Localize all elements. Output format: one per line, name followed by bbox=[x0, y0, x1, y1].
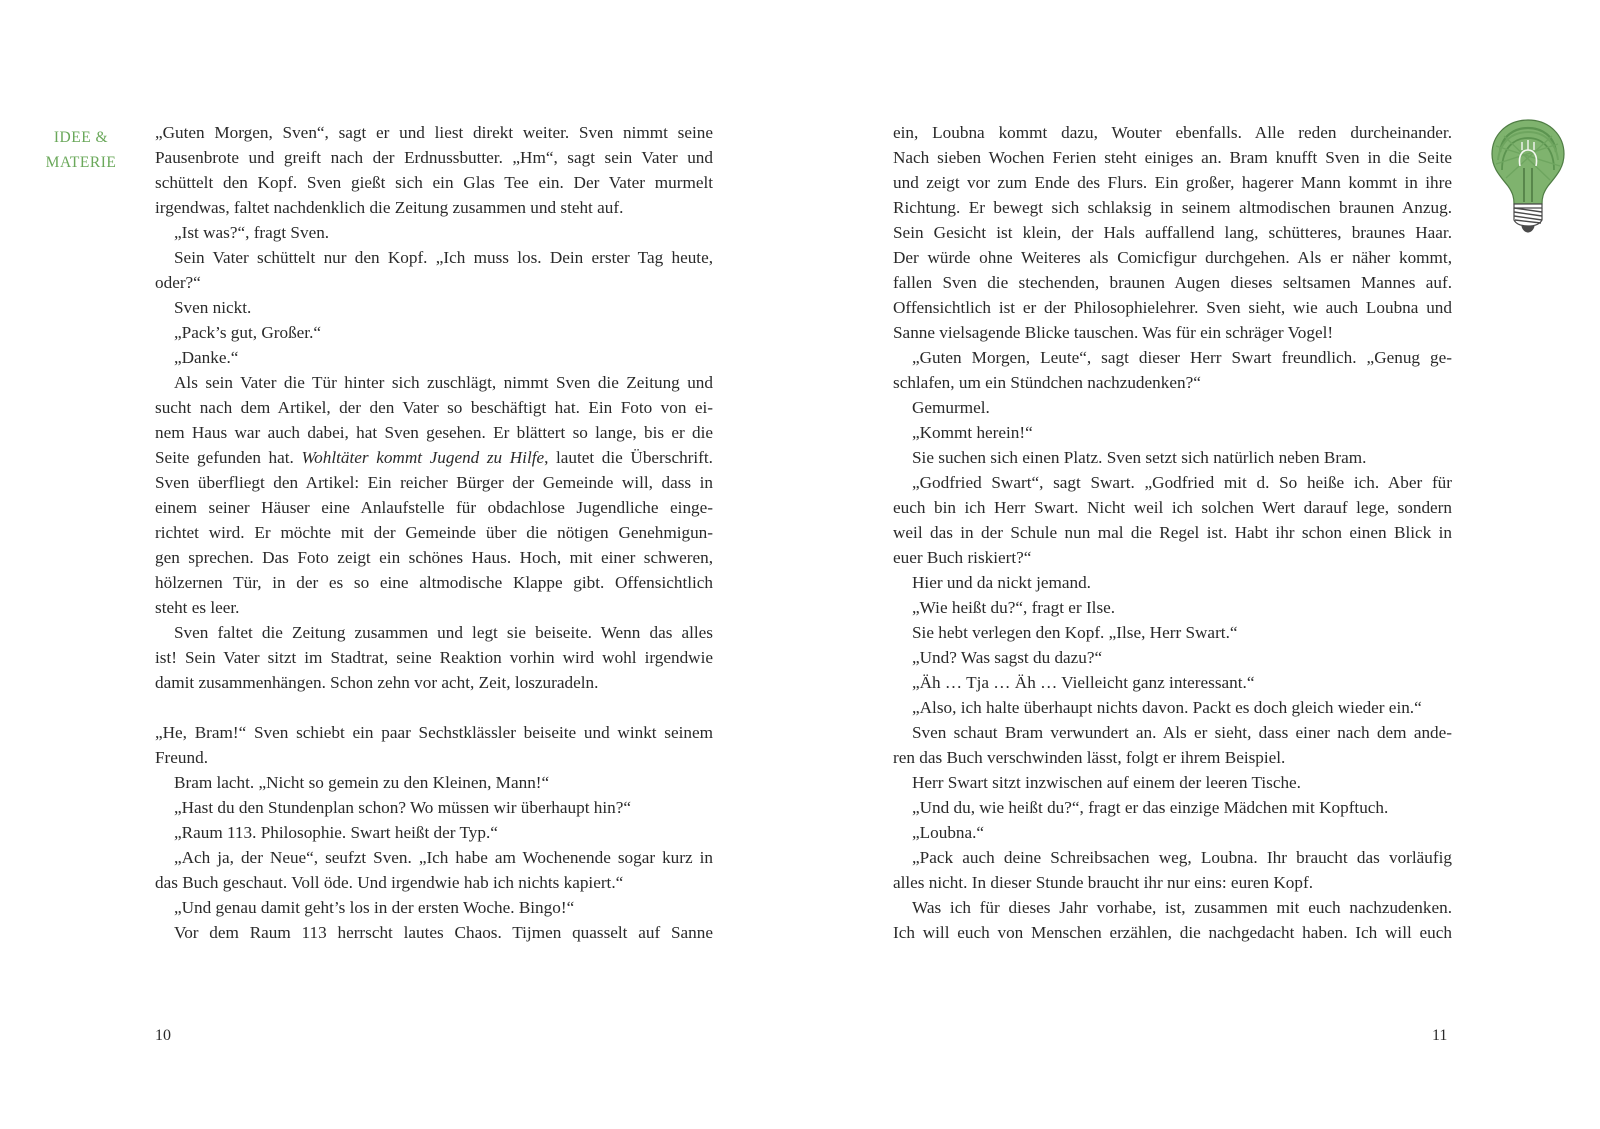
text-line: richtet wird. Er möchte mit der Gemeinde über die nötigen Genehmigun- bbox=[155, 523, 713, 542]
text-line: Pausenbrote und greift nach der Erdnussbutter. „Hm“, sagt sein Vater und bbox=[155, 148, 713, 167]
running-head-line-1: IDEE & bbox=[53, 129, 109, 146]
text-line: Nach sieben Wochen Ferien steht einiges an. Bram knufft Sven in die Seite bbox=[893, 148, 1452, 167]
text-line: Gemurmel. bbox=[912, 398, 990, 417]
text-line: schüttelt den Kopf. Sven gießt sich ein Glas Tee ein. Der Vater murmelt bbox=[155, 173, 713, 192]
text-line: steht es leer. bbox=[155, 598, 240, 617]
text-span: , lautet die Überschrift. bbox=[544, 448, 713, 467]
text-line: euer Buch riskiert?“ bbox=[893, 548, 1032, 567]
text-line: ein, Loubna kommt dazu, Wouter ebenfalls. Alle reden durcheinander. bbox=[893, 123, 1452, 142]
text-line: Sven schaut Bram verwundert an. Als er sieht, dass einer nach dem ande- bbox=[912, 723, 1452, 742]
text-line: „Und du, wie heißt du?“, fragt er das einzige Mädchen mit Kopftuch. bbox=[912, 798, 1389, 817]
right-page-body bbox=[893, 120, 1452, 945]
text-line: sucht nach dem Artikel, der den Vater so beschäftigt hat. Ein Foto von ei- bbox=[155, 398, 713, 417]
running-head-line-2: MATERIE bbox=[45, 154, 117, 171]
text-line: ren das Buch verschwinden lässt, folgt er ihrem Beispiel. bbox=[893, 748, 1286, 767]
lightbulb-icon bbox=[1488, 116, 1568, 236]
text-line: „Pack’s gut, Großer.“ bbox=[174, 323, 322, 342]
text-line: „Ach ja, der Neue“, seufzt Sven. „Ich habe am Wochenende sogar kurz in bbox=[174, 848, 713, 867]
text-line: „Guten Morgen, Sven“, sagt er und liest direkt weiter. Sven nimmt seine bbox=[155, 123, 713, 142]
text-line: Sein Gesicht ist klein, der Hals auffallend lang, schütteres, braunes Haar. bbox=[893, 223, 1452, 242]
text-line: nem Haus war auch dabei, hat Sven gesehen. Er blättert so lange, bis er die bbox=[155, 423, 713, 442]
text-line: „Loubna.“ bbox=[912, 823, 985, 842]
text-line: „Also, ich halte überhaupt nichts davon. Packt es doch gleich wieder ein.“ bbox=[912, 698, 1422, 717]
text-line: Sanne vielsagende Blicke tauschen. Was für ein schräger Vogel! bbox=[893, 323, 1334, 342]
text-line: gen sprechen. Das Foto zeigt ein schönes Haus. Hoch, mit einer schweren, bbox=[155, 548, 713, 567]
text-line: hölzernen Tür, in der es so eine altmodische Klappe gibt. Offensichtlich bbox=[155, 573, 713, 592]
text-line: Hier und da nickt jemand. bbox=[912, 573, 1091, 592]
text-line: einem seiner Häuser eine Anlaufstelle für obdachlose Jugendliche einge- bbox=[155, 498, 713, 517]
text-line: „He, Bram!“ Sven schiebt ein paar Sechstklässler beiseite und winkt seinem bbox=[155, 723, 713, 742]
text-line: alles nicht. In dieser Stunde braucht ihr nur eins: euren Kopf. bbox=[893, 873, 1314, 892]
text-line: Sven faltet die Zeitung zusammen und legt sie beiseite. Wenn das alles bbox=[174, 623, 713, 642]
text-line: Freund. bbox=[155, 748, 208, 767]
text-line: „Hast du den Stundenplan schon? Wo müssen wir überhaupt hin?“ bbox=[174, 798, 632, 817]
text-line: Der würde ohne Weiteres als Comicfigur durchgehen. Als er näher kommt, bbox=[893, 248, 1452, 267]
article-headline: Wohltäter kommt Jugend zu Hilfe bbox=[301, 448, 545, 467]
text-line: „Und genau damit geht’s los in der ersten Woche. Bingo!“ bbox=[174, 898, 575, 917]
text-line: fallen Sven die stechenden, braunen Augen dieses seltsamen Mannes auf. bbox=[893, 273, 1452, 292]
text-line: „Danke.“ bbox=[174, 348, 239, 367]
text-line: Herr Swart sitzt inzwischen auf einem der leeren Tische. bbox=[912, 773, 1301, 792]
text-line: schlafen, um ein Stündchen nachzudenken?“ bbox=[893, 373, 1201, 392]
text-line: „Äh … Tja … Äh … Vielleicht ganz interessant.“ bbox=[912, 673, 1255, 692]
text-line: „Guten Morgen, Leute“, sagt dieser Herr Swart freundlich. „Genug ge- bbox=[912, 348, 1452, 367]
section-break bbox=[155, 695, 713, 720]
text-line: Sein Vater schüttelt nur den Kopf. „Ich muss los. Dein erster Tag heute, bbox=[174, 248, 713, 267]
running-head bbox=[36, 125, 126, 175]
text-line: Sven nickt. bbox=[174, 298, 252, 317]
text-line: das Buch geschaut. Voll öde. Und irgendwie hab ich nichts kapiert.“ bbox=[155, 873, 624, 892]
left-page-body bbox=[155, 120, 713, 945]
text-line: Sie suchen sich einen Platz. Sven setzt sich natürlich neben Bram. bbox=[912, 448, 1367, 467]
text-line: Als sein Vater die Tür hinter sich zuschlägt, nimmt Sven die Zeitung und bbox=[174, 373, 713, 392]
text-line: Bram lacht. „Nicht so gemein zu den Kleinen, Mann!“ bbox=[174, 773, 550, 792]
text-line: „Pack auch deine Schreibsachen weg, Loubna. Ihr braucht das vorläufig bbox=[912, 848, 1452, 867]
text-line: damit zusammenhängen. Schon zehn vor acht, Zeit, loszuradeln. bbox=[155, 673, 599, 692]
text-line: und zeigt vor zum Ende des Flurs. Ein großer, hagerer Mann kommt in ihre bbox=[893, 173, 1452, 192]
text-line: „Wie heißt du?“, fragt er Ilse. bbox=[912, 598, 1116, 617]
text-line-with-italic bbox=[155, 445, 713, 470]
text-span: Seite gefunden hat. bbox=[155, 448, 294, 467]
text-line: Offensichtlich ist er der Philosophielehrer. Sven sieht, wie auch Loubna und bbox=[893, 298, 1452, 317]
text-line: Richtung. Er bewegt sich schlaksig in seinem altmodischen braunen Anzug. bbox=[893, 198, 1452, 217]
text-line: Sven überfliegt den Artikel: Ein reicher Bürger der Gemeinde will, dass in bbox=[155, 473, 713, 492]
text-line: „Und? Was sagst du dazu?“ bbox=[912, 648, 1103, 667]
text-line: Vor dem Raum 113 herrscht lautes Chaos. Tijmen quasselt auf Sanne bbox=[174, 923, 713, 942]
text-line: Was ich für dieses Jahr vorhabe, ist, zusammen mit euch nachzudenken. bbox=[912, 898, 1452, 917]
text-line: Sie hebt verlegen den Kopf. „Ilse, Herr Swart.“ bbox=[912, 623, 1238, 642]
text-line: irgendwas, faltet nachdenklich die Zeitung zusammen und steht auf. bbox=[155, 198, 624, 217]
text-line: „Ist was?“, fragt Sven. bbox=[174, 223, 330, 242]
text-line: weil das in der Schule nun mal die Regel ist. Habt ihr schon einen Blick in bbox=[893, 523, 1452, 542]
text-line: Ich will euch von Menschen erzählen, die nachgedacht haben. Ich will euch bbox=[893, 923, 1452, 942]
text-line: euch bin ich Herr Swart. Nicht weil ich solchen Wert darauf lege, sondern bbox=[893, 498, 1452, 517]
text-line: „Kommt herein!“ bbox=[912, 423, 1033, 442]
text-line: oder?“ bbox=[155, 273, 201, 292]
text-line: „Raum 113. Philosophie. Swart heißt der Typ.“ bbox=[174, 823, 498, 842]
text-line: ist! Sein Vater sitzt im Stadtrat, seine Reaktion vorhin wird wohl irgendwie bbox=[155, 648, 713, 667]
page-number-right: 11 bbox=[1432, 1027, 1448, 1044]
page-number-left: 10 bbox=[155, 1027, 171, 1044]
text-line: „Godfried Swart“, sagt Swart. „Godfried mit d. So heiße ich. Aber für bbox=[912, 473, 1452, 492]
